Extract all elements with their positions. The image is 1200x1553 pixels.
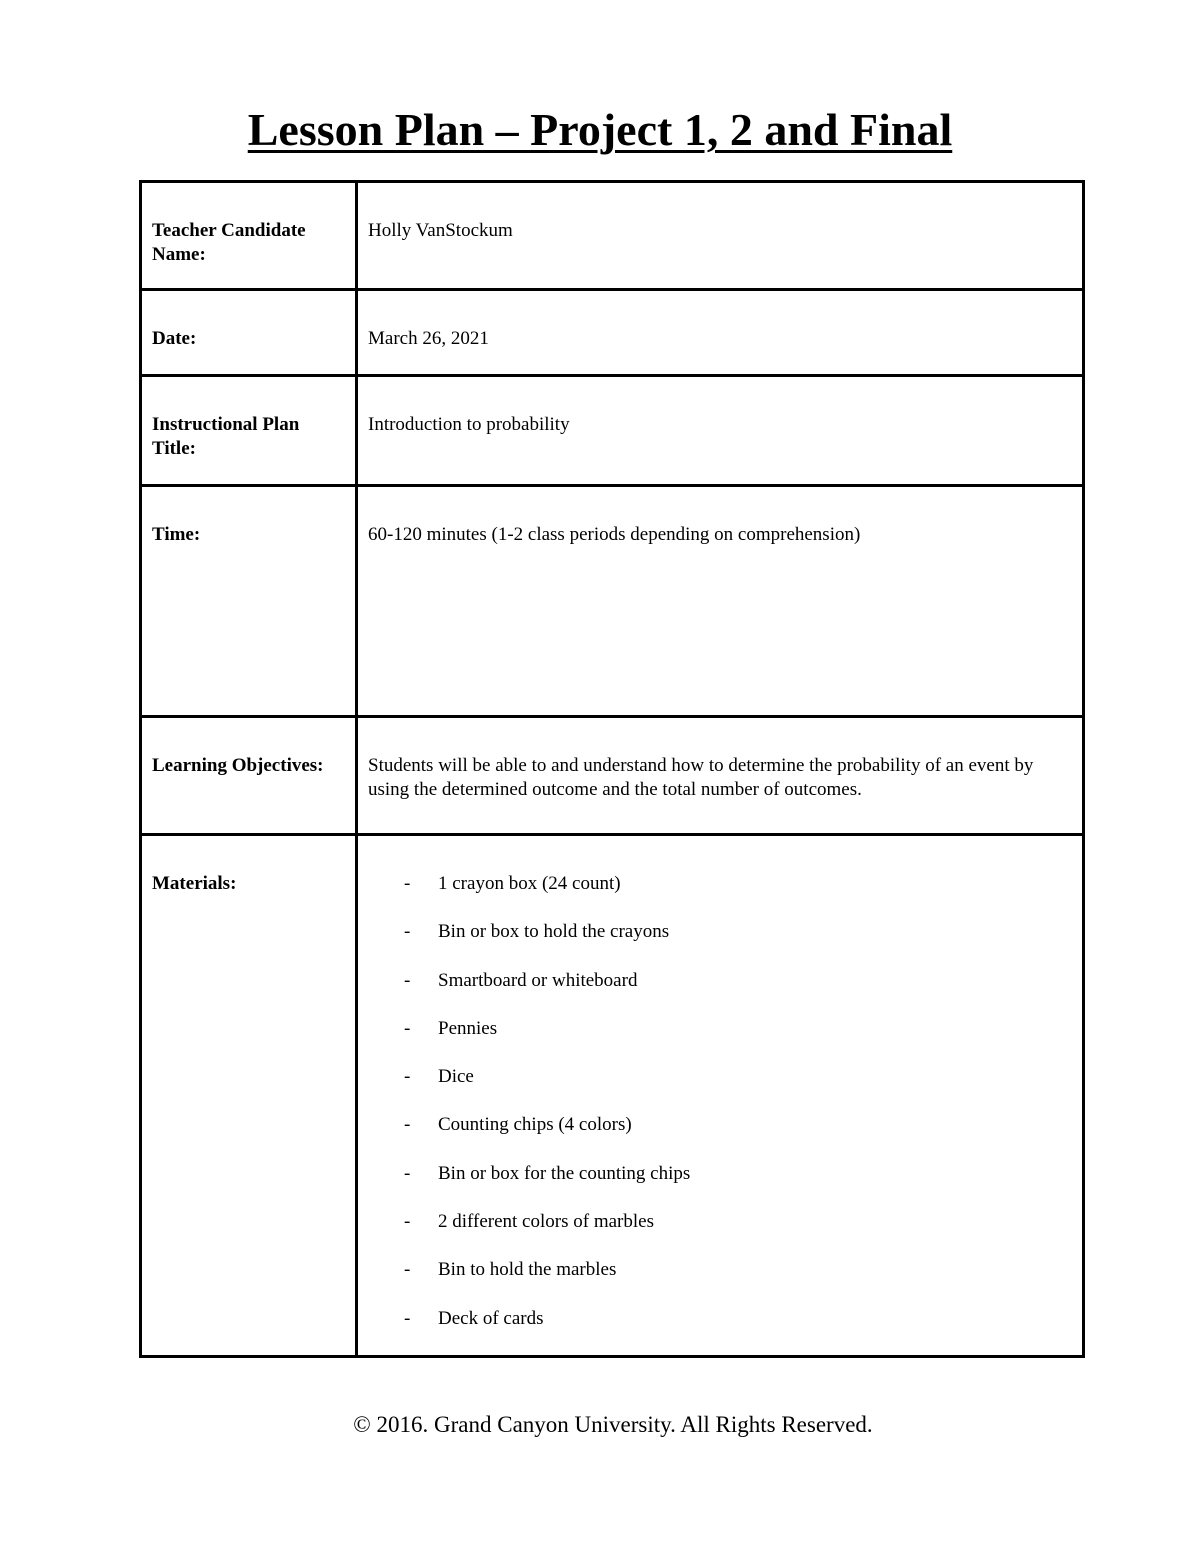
objectives-label: Learning Objectives: xyxy=(141,717,357,835)
materials-list xyxy=(368,872,1072,1355)
list-item-text: Pennies xyxy=(438,1017,498,1039)
list-item-text: Deck of cards xyxy=(438,1307,544,1329)
list-item xyxy=(404,1162,1072,1210)
list-bullet: - xyxy=(404,1114,411,1136)
date-label: Date: xyxy=(141,290,357,376)
time-label: Time: xyxy=(141,486,357,717)
list-bullet: - xyxy=(404,1017,411,1039)
list-item xyxy=(404,1307,1072,1355)
list-item-text: Bin to hold the marbles xyxy=(438,1259,617,1281)
list-item xyxy=(404,872,1072,920)
list-bullet: - xyxy=(404,1307,411,1329)
list-item xyxy=(404,1017,1072,1065)
date-value: March 26, 2021 xyxy=(357,290,1084,376)
list-item xyxy=(404,1065,1072,1113)
table-row-objectives xyxy=(141,717,1084,835)
list-item xyxy=(404,969,1072,1017)
list-item xyxy=(404,1113,1072,1161)
teacher-label: Teacher Candidate Name: xyxy=(141,182,357,290)
list-item-text: Smartboard or whiteboard xyxy=(438,969,638,991)
objectives-value: Students will be able to and understand how to determine the probability of an event by using the determined outcome and the total number of outcomes. xyxy=(357,717,1084,835)
list-bullet: - xyxy=(404,873,411,894)
list-bullet: - xyxy=(404,1162,411,1184)
plan-title-value: Introduction to probability xyxy=(357,376,1084,486)
time-value: 60-120 minutes (1-2 class periods depending on comprehension) xyxy=(357,486,1084,717)
list-item xyxy=(404,920,1072,968)
materials-label: Materials: xyxy=(141,835,357,1357)
list-item-text: 1 crayon box (24 count) xyxy=(438,873,621,894)
list-item-text: Dice xyxy=(438,1066,474,1088)
table-row-materials xyxy=(141,835,1084,1357)
list-item-text: 2 different colors of marbles xyxy=(438,1211,654,1233)
list-item xyxy=(404,1258,1072,1306)
list-item-text: Counting chips (4 colors) xyxy=(438,1114,632,1136)
list-bullet: - xyxy=(404,1211,411,1233)
list-bullet: - xyxy=(404,969,411,991)
table-row-teacher xyxy=(141,182,1084,290)
list-item-text: Bin or box for the counting chips xyxy=(438,1162,691,1184)
table-row-date xyxy=(141,290,1084,376)
plan-title-label: Instructional Plan Title: xyxy=(141,376,357,486)
list-item-text: Bin or box to hold the crayons xyxy=(438,921,670,943)
copyright-footer: © 2016. Grand Canyon University. All Rights Reserved. xyxy=(353,1412,873,1437)
page-title: Lesson Plan – Project 1, 2 and Final xyxy=(247,104,953,155)
table-row-plan-title xyxy=(141,376,1084,486)
table-row-time xyxy=(141,486,1084,717)
list-bullet: - xyxy=(404,1066,411,1088)
lesson-plan-table xyxy=(139,180,1085,1358)
teacher-value: Holly VanStockum xyxy=(357,182,1084,290)
list-bullet: - xyxy=(404,921,411,943)
list-item xyxy=(404,1210,1072,1258)
materials-value xyxy=(357,835,1084,1357)
list-bullet: - xyxy=(404,1259,411,1281)
